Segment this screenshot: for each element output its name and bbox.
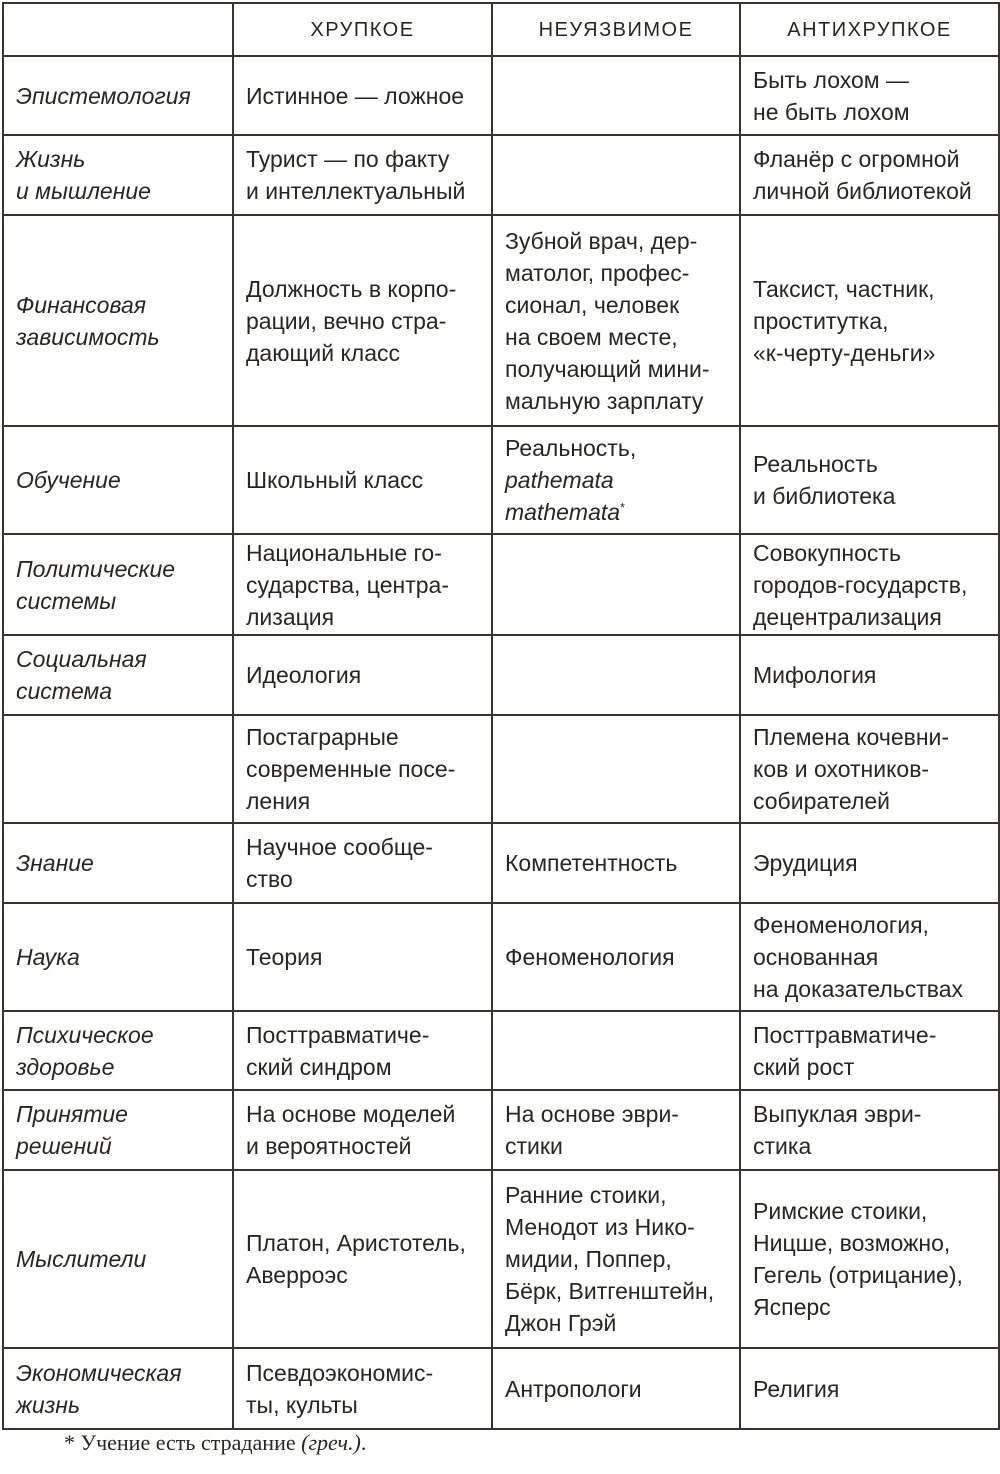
table-row bbox=[3, 1348, 999, 1429]
table-row bbox=[3, 135, 999, 215]
table-row bbox=[3, 1170, 999, 1348]
row-category-cell: Принятие решений bbox=[3, 1090, 233, 1170]
fragile-cell: Постаграрные современные посе- ления bbox=[233, 715, 492, 823]
antifragile-cell: Римские стоики, Ницше, возможно, Гегель (отрицание), Ясперс bbox=[740, 1170, 999, 1348]
latin-phrase: pathemata mathemata bbox=[505, 467, 621, 525]
fragile-cell: На основе моделей и вероятностей bbox=[233, 1090, 492, 1170]
row-category-cell: Психическое здоровье bbox=[3, 1011, 233, 1090]
antifragile-cell: Религия bbox=[740, 1348, 999, 1429]
table-row bbox=[3, 215, 999, 426]
antifragile-cell: Совокупность городов-государств, децентрализация bbox=[740, 534, 999, 635]
antifragile-cell: Выпуклая эври- стика bbox=[740, 1090, 999, 1170]
robust-cell: Ранние стоики, Менодот из Нико- мидии, Поппер, Бёрк, Витгенштейн, Джон Грэй bbox=[492, 1170, 740, 1348]
row-category-cell: Мыслители bbox=[3, 1170, 233, 1348]
fragile-cell: Турист — по факту и интеллектуальный bbox=[233, 135, 492, 215]
robust-cell bbox=[492, 635, 740, 715]
robust-cell bbox=[492, 534, 740, 635]
fragile-cell: Должность в корпо- рации, вечно стра- дающий класс bbox=[233, 215, 492, 426]
header-cell-fragile: ХРУПКОЕ bbox=[233, 3, 492, 56]
antifragile-cell: Феноменология, основанная на доказательствах bbox=[740, 903, 999, 1011]
header-cell-robust: НЕУЯЗВИМОЕ bbox=[492, 3, 740, 56]
row-category-cell: Экономическая жизнь bbox=[3, 1348, 233, 1429]
header-cell-empty bbox=[3, 3, 233, 56]
row-category-cell: Наука bbox=[3, 903, 233, 1011]
header-cell-antifragile: АНТИХРУПКОЕ bbox=[740, 3, 999, 56]
antifragile-cell: Реальность и библиотека bbox=[740, 426, 999, 534]
fragile-cell: Посттравматиче- ский синдром bbox=[233, 1011, 492, 1090]
row-category-cell bbox=[3, 715, 233, 823]
robust-cell: Антропологи bbox=[492, 1348, 740, 1429]
table-row bbox=[3, 1011, 999, 1090]
fragile-cell: Научное сообще- ство bbox=[233, 823, 492, 903]
table-row bbox=[3, 715, 999, 823]
robust-cell: Компетентность bbox=[492, 823, 740, 903]
footnote-mark: * bbox=[620, 500, 625, 515]
fragile-cell: Школьный класс bbox=[233, 426, 492, 534]
footnote-text: * Учение есть страдание bbox=[64, 1430, 302, 1455]
fragile-cell: Псевдоэкономис- ты, культы bbox=[233, 1348, 492, 1429]
fragile-cell: Идеология bbox=[233, 635, 492, 715]
robust-cell bbox=[492, 135, 740, 215]
header-row bbox=[3, 3, 999, 56]
antifragile-cell: Племена кочевни- ков и охотников- собирателей bbox=[740, 715, 999, 823]
fragile-cell: Теория bbox=[233, 903, 492, 1011]
table-row bbox=[3, 823, 999, 903]
antifragile-cell: Таксист, частник, проститутка, «к-черту-деньги» bbox=[740, 215, 999, 426]
antifragile-cell: Фланёр с огромной личной библиотекой bbox=[740, 135, 999, 215]
robust-cell bbox=[492, 715, 740, 823]
footnote-italic: (греч.) bbox=[301, 1430, 361, 1455]
fragile-cell: Истинное — ложное bbox=[233, 56, 492, 135]
antifragile-cell: Посттравматиче- ский рост bbox=[740, 1011, 999, 1090]
robust-cell: Феноменология bbox=[492, 903, 740, 1011]
antifragile-cell: Эрудиция bbox=[740, 823, 999, 903]
robust-cell: На основе эври- стики bbox=[492, 1090, 740, 1170]
footnote bbox=[64, 1428, 366, 1458]
row-category-cell: Политические системы bbox=[3, 534, 233, 635]
table-row bbox=[3, 426, 999, 534]
fragile-cell: Национальные го- сударства, центра- лизация bbox=[233, 534, 492, 635]
robust-cell bbox=[492, 56, 740, 135]
table-row bbox=[3, 1090, 999, 1170]
row-category-cell: Социальная система bbox=[3, 635, 233, 715]
table-row bbox=[3, 534, 999, 635]
row-category-cell: Знание bbox=[3, 823, 233, 903]
robust-cell bbox=[492, 426, 740, 534]
robust-cell: Зубной врач, дер- матолог, профес- сионал, человек на своем месте, получающий мини- мальную зарплату bbox=[492, 215, 740, 426]
comparison-table bbox=[2, 2, 1000, 1430]
row-category-cell: Обучение bbox=[3, 426, 233, 534]
antifragile-cell: Мифология bbox=[740, 635, 999, 715]
table-row bbox=[3, 56, 999, 135]
row-category-cell: Жизнь и мышление bbox=[3, 135, 233, 215]
robust-cell bbox=[492, 1011, 740, 1090]
table-row bbox=[3, 635, 999, 715]
antifragile-cell: Быть лохом — не быть лохом bbox=[740, 56, 999, 135]
footnote-end: . bbox=[360, 1430, 367, 1455]
table-row bbox=[3, 903, 999, 1011]
fragile-cell: Платон, Аристотель, Аверроэс bbox=[233, 1170, 492, 1348]
row-category-cell: Эпистемология bbox=[3, 56, 233, 135]
row-category-cell: Финансовая зависимость bbox=[3, 215, 233, 426]
robust-text: Реальность, bbox=[505, 435, 637, 461]
